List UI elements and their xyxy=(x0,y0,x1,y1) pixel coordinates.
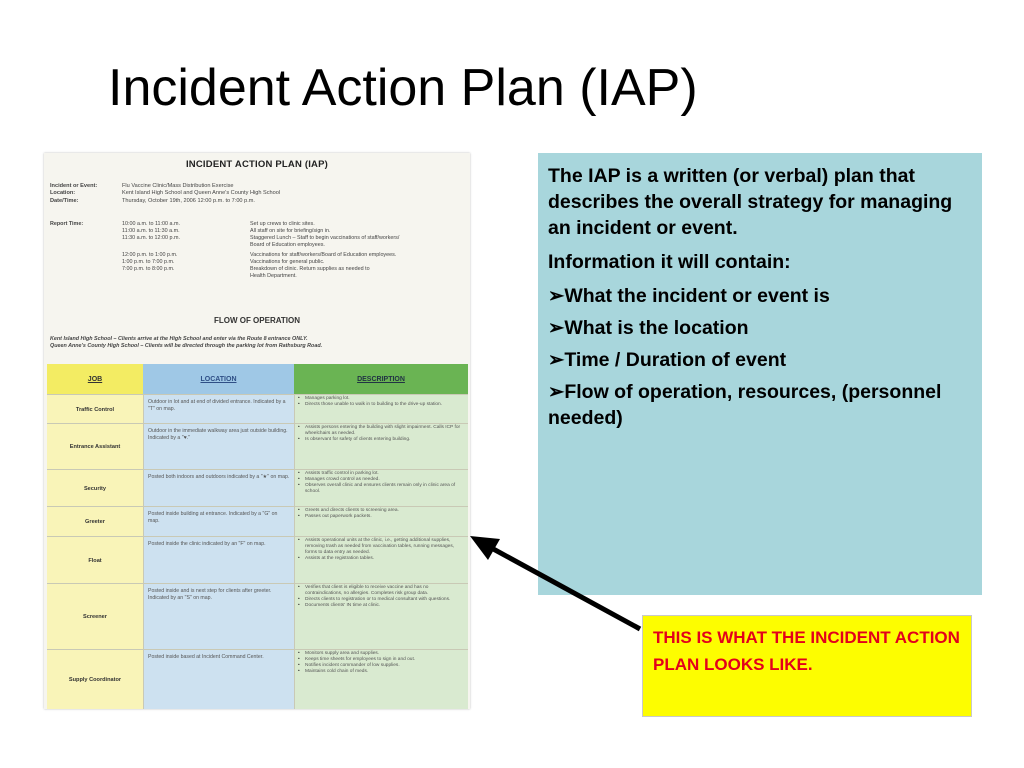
description-cell xyxy=(294,395,468,424)
flow-of-operation-title: FLOW OF OPERATION xyxy=(213,316,301,325)
description-item: • Assists at the registration tables. xyxy=(305,556,465,562)
location-cell: Posted inside building at entrance. Indicated by a "G" on map. xyxy=(143,507,294,537)
table-row xyxy=(47,469,468,507)
info-lead: Information it will contain: xyxy=(548,251,791,273)
description-item: • Assists persons entering the building with slight impairment. Calls ICP for wheelchairs as needed. xyxy=(305,425,465,437)
location-cell: Outdoor in lot and at end of divided entrance. Indicated by a "T" on map. xyxy=(143,395,294,424)
report-row xyxy=(50,259,466,266)
report-time-label: Report Time: xyxy=(50,221,84,227)
job-cell: Entrance Assistant xyxy=(47,424,143,470)
report-time-section xyxy=(50,221,466,280)
arrow-bullet-icon: ➢ xyxy=(548,349,565,371)
report-time: 11:30 a.m. to 12:00 p.m. xyxy=(122,235,181,241)
info-bullet xyxy=(548,379,972,431)
flow-note: Queen Anne's County High School – Clients will be directed through the parking lot from Rathsburg Road. xyxy=(50,343,323,350)
slide-title: Incident Action Plan (IAP) xyxy=(108,59,698,117)
report-time: 11:00 a.m. to 11:30 a.m. xyxy=(122,228,180,234)
report-time: 12:00 p.m. to 1:00 p.m. xyxy=(122,252,178,258)
description-item: • Manages parking lot. xyxy=(305,396,465,402)
header-row xyxy=(50,190,466,197)
report-row xyxy=(50,252,466,259)
operations-table xyxy=(47,364,468,708)
header-key: Location: xyxy=(50,190,76,197)
report-row xyxy=(50,228,466,235)
job-cell: Traffic Control xyxy=(47,395,143,424)
report-row xyxy=(50,266,466,280)
header-row xyxy=(50,183,466,190)
description-item: • Directs clients to registration or to medical consultant with questions. xyxy=(305,597,465,603)
table-row xyxy=(47,583,468,650)
flow-note: Kent Island High School – Clients arrive at the High School and enter via the Route 8 entrance ONLY. xyxy=(50,336,308,342)
table-row xyxy=(47,649,468,709)
description-cell xyxy=(294,507,468,537)
location-cell: Outdoor in the immediate walkway area just outside building. Indicated by a "♥." xyxy=(143,424,294,470)
table-row xyxy=(47,394,468,424)
job-cell: Security xyxy=(47,470,143,507)
header-value: Kent Island High School and Queen Anne's County High School xyxy=(122,190,281,197)
document-title: INCIDENT ACTION PLAN (IAP) xyxy=(185,159,329,170)
table-row xyxy=(47,536,468,584)
header-key: Incident or Event: xyxy=(50,183,98,189)
report-desc: All staff on site for briefing/sign in. xyxy=(250,228,331,234)
description-item: • Assists operational units at the clinic, i.e., getting additional supplies, removing trash as needed from vaccination tables, running messages, forms to data entry as needed. xyxy=(305,538,465,556)
header-key: Date/Time: xyxy=(50,197,79,204)
pointer-arrow-icon xyxy=(460,525,660,645)
location-cell: Posted inside the clinic indicated by an "F" on map. xyxy=(143,537,294,584)
description-item: • Documents clients' IN time at clinic. xyxy=(305,603,465,609)
report-desc: Breakdown of clinic. Return supplies as needed to Health Department. xyxy=(250,266,370,279)
description-cell xyxy=(294,650,468,709)
description-item: • Passes out paperwork packets. xyxy=(305,514,465,520)
table-row xyxy=(47,506,468,537)
document-header xyxy=(50,183,466,205)
description-cell xyxy=(294,424,468,470)
header-row xyxy=(50,198,466,205)
report-desc: Vaccinations for staff/workers/Board of Education employees. xyxy=(250,252,397,258)
report-row xyxy=(50,221,466,228)
report-row xyxy=(50,235,466,249)
description-item: • Is observant for safety of clients entering building. xyxy=(305,437,465,443)
arrow-bullet-icon: ➢ xyxy=(548,381,565,403)
info-bullet xyxy=(548,283,972,309)
location-cell: Posted inside based at Incident Command Center. xyxy=(143,650,294,709)
description-item: • Greets and directs clients to screening area. xyxy=(305,508,465,514)
report-desc: Set up crews to clinic sites. xyxy=(250,221,315,227)
job-cell: Greeter xyxy=(47,507,143,537)
description-cell xyxy=(294,537,468,584)
job-cell: Screener xyxy=(47,584,143,650)
location-cell: Posted both indoors and outdoors indicated by a "★" on map. xyxy=(143,470,294,507)
bullet-text: What the incident or event is xyxy=(564,285,830,307)
iap-document-image xyxy=(44,153,470,709)
bullet-text: What is the location xyxy=(564,317,749,339)
report-desc: Staggered Lunch – Staff to begin vaccinations of staff/workers/ Board of Education employees. xyxy=(250,235,400,248)
column-header-location: LOCATION xyxy=(143,364,294,394)
report-time: 10:00 a.m. to 11:00 a.m. xyxy=(122,221,181,227)
description-item: • Maintains cold chain of meds. xyxy=(305,669,465,675)
description-cell xyxy=(294,470,468,507)
report-time: 7:00 p.m. to 8:00 p.m. xyxy=(122,266,175,272)
table-row xyxy=(47,423,468,470)
arrow-bullet-icon: ➢ xyxy=(548,285,565,307)
bullet-text: Flow of operation, resources, (personnel needed) xyxy=(548,381,942,429)
bullet-text: Time / Duration of event xyxy=(564,349,787,371)
header-value: Thursday, October 19th, 2006 12:00 p.m. to 7:00 p.m. xyxy=(122,197,255,204)
job-cell: Float xyxy=(47,537,143,584)
header-value: Flu Vaccine Clinic/Mass Distribution Exercise xyxy=(122,183,234,189)
arrow-bullet-icon: ➢ xyxy=(548,317,565,339)
info-bullet xyxy=(548,347,972,373)
description-item: • Monitors supply area and supplies. xyxy=(305,651,465,657)
description-item: • Verifies that client is eligible to receive vaccine and has no contraindications, no allergies. Completes risk group data. xyxy=(305,585,465,597)
callout-box: THIS IS WHAT THE INCIDENT ACTION PLAN LOOKS LIKE. xyxy=(642,615,972,717)
description-item: • Keeps time sheets for employees to sign in and out. xyxy=(305,657,465,663)
location-cell: Posted inside and is next step for clients after greeter. Indicated by an "S" on map. xyxy=(143,584,294,650)
job-cell: Supply Coordinator xyxy=(47,650,143,709)
column-header-job: JOB xyxy=(47,364,143,394)
info-bullet xyxy=(548,315,972,341)
report-desc: Vaccinations for general public. xyxy=(250,259,325,265)
description-item: • Manages crowd control as needed. xyxy=(305,477,465,483)
description-cell xyxy=(294,584,468,650)
description-item: • Notifies incident commander of low supplies. xyxy=(305,663,465,669)
info-intro: The IAP is a written (or verbal) plan that describes the overall strategy for managing an incident or event. xyxy=(548,165,953,239)
description-item: • Observes overall clinic and ensures clients remain only in clinic area of school. xyxy=(305,483,465,495)
report-time: 1:00 p.m. to 7:00 p.m. xyxy=(122,259,175,265)
description-item: • Directs those unable to walk in to building to the drive-up station. xyxy=(305,402,465,408)
flow-notes xyxy=(50,336,466,350)
column-header-description: DESCRIPTION xyxy=(294,364,468,394)
description-item: • Assists traffic control in parking lot. xyxy=(305,471,465,477)
